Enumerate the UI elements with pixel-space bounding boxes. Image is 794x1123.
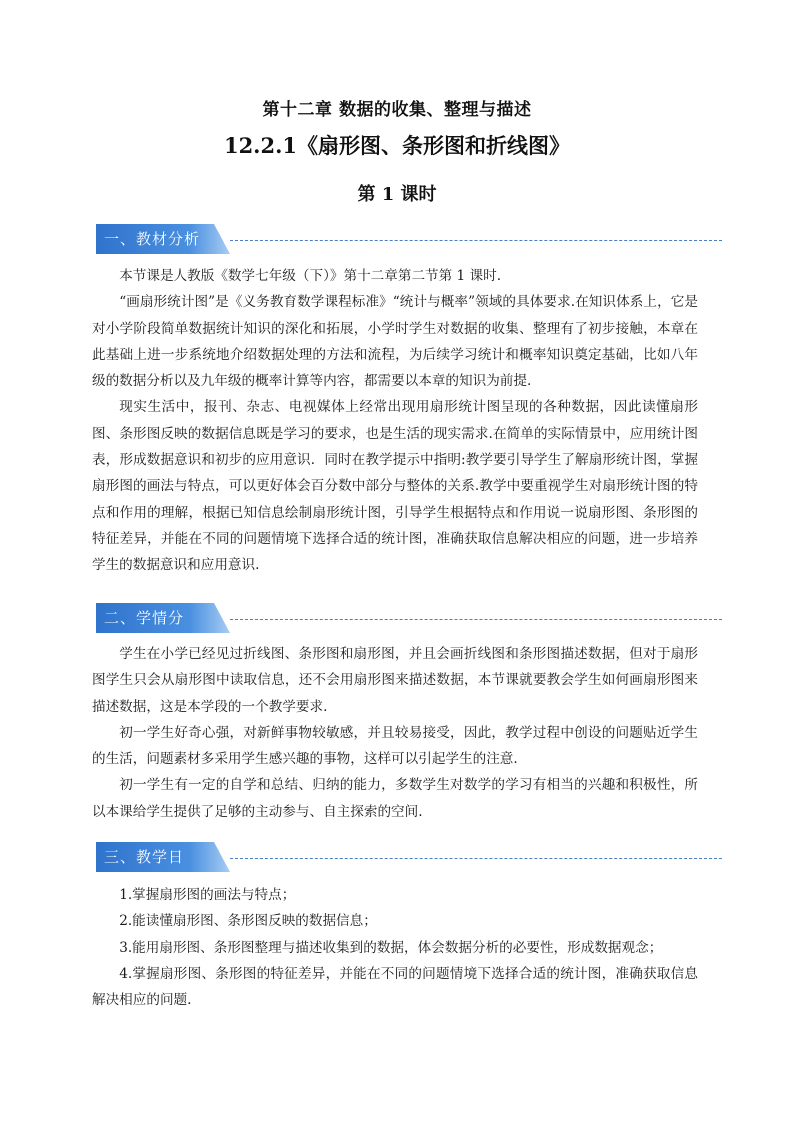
section-label: 一、教材分析 [104, 230, 201, 248]
list-item: 3.能用扇形图、条形图整理与描述收集到的数据，体会数据分析的必要性，形成数据观念； [119, 939, 663, 956]
period-title: 第 1 课时 [357, 184, 437, 205]
lesson-title: 12.2.1《扇形图、条形图和折线图》 [223, 133, 571, 158]
section-body-teaching-goals [92, 882, 698, 1013]
section-body-learner-analysis [92, 641, 698, 825]
section-header-textbook-analysis [96, 224, 726, 258]
chapter-title: 第十二章 数据的收集、整理与描述 [262, 100, 532, 120]
list-item: 4.掌握扇形图、条形图的特征差异，并能在不同的问题情境下选择合适的统计图，准确获取信息解决相应的问题. [92, 965, 698, 1009]
paragraph: 初一学生有一定的自学和总结、归纳的能力，多数学生对数学的学习有相当的兴趣和积极性，所以本课给学生提供了足够的主动参与、自主探索的空间. [92, 777, 698, 820]
section-divider [230, 619, 722, 620]
section-label: 二、学情分 [104, 609, 185, 627]
paragraph: 学生在小学已经见过折线图、条形图和扇形图，并且会画折线图和条形图描述数据，但对于扇形图学生只会从扇形图中读取信息，还不会用扇形图来描述数据，本节课就要教会学生如何画扇形图来描述数据，这是本学段的一个教学要求. [92, 646, 698, 715]
section-divider [230, 858, 722, 859]
section-divider [230, 240, 722, 241]
section-label: 三、教学日 [104, 848, 185, 866]
section-header-teaching-goals [96, 842, 726, 876]
section-body-textbook-analysis [92, 263, 698, 579]
list-item: 2.能读懂扇形图、条形图反映的数据信息； [119, 913, 377, 930]
paragraph: 现实生活中，报刊、杂志、电视媒体上经常出现用扇形统计图呈现的各种数据，因此读懂扇形图、条形图反映的数据信息既是学习的要求，也是生活的现实需求.在简单的实际情景中，应用统计图表，形成数据意识和初步的应用意识．同时在教学提示中指明:教学要引导学生了解扇形统计图，掌握扇形图的画法与特点，可以更好体会百分数中部分与整体的关系.教学中要重视学生对扇形统计图的特点和作用的理解，根据已知信息绘制扇形统计图，引导学生根据特点和作用说一说扇形图、条形图的特征差异，并能在不同的问题情境下选择合适的统计图，准确获取信息解决相应的问题，进一步培养学生的数据意识和应用意识. [92, 399, 698, 574]
section-header-learner-analysis [96, 603, 726, 637]
paragraph: “画扇形统计图”是《义务教育数学课程标准》“统计与概率”领域的具体要求.在知识体系上，它是对小学阶段简单数据统计知识的深化和拓展，小学时学生对数据的收集、整理有了初步接触，本章在此基础上进一步系统地介绍数据处理的方法和流程，为后续学习统计和概率知识奠定基础，比如八年级的数据分析以及九年级的概率计算等内容，都需要以本章的知识为前提. [92, 294, 698, 390]
paragraph: 本节课是人教版《数学七年级（下）》第十二章第二节第 1 课时. [119, 268, 502, 284]
paragraph: 初一学生好奇心强，对新鲜事物较敏感，并且较易接受，因此，教学过程中创设的问题贴近学生的生活，问题素材多采用学生感兴趣的事物，这样可以引起学生的注意. [92, 724, 698, 768]
list-item: 1.掌握扇形图的画法与特点； [119, 887, 296, 903]
